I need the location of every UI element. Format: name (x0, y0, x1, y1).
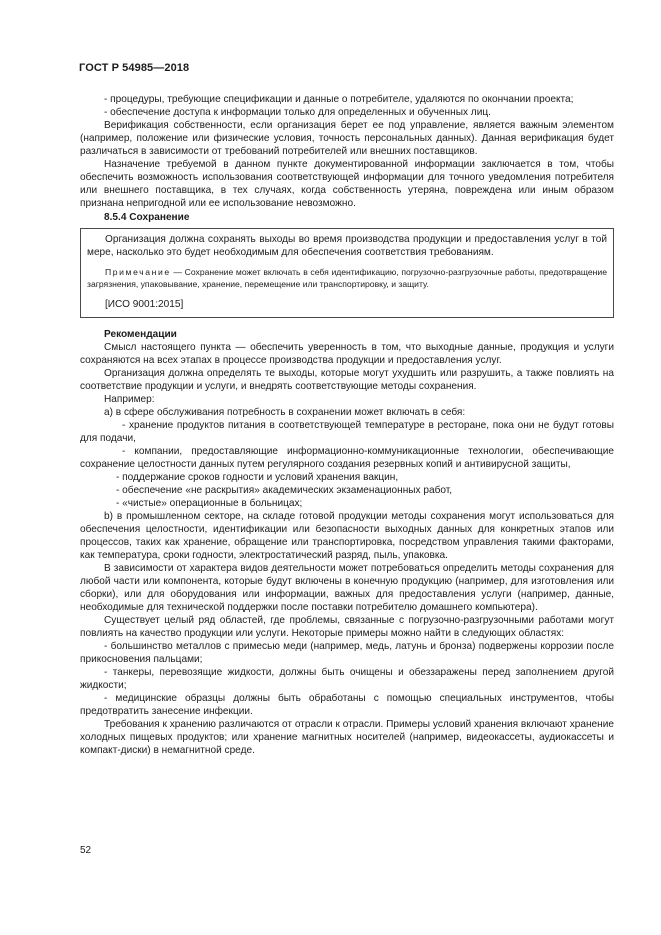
note-text: — Сохранение может включать в себя идентификацию, погрузочно-разгрузочные работы, предотвращение загрязнения, упаковывание, хранение, перемещение или транспортировку, и защиту. (87, 267, 607, 289)
list-a-item-1: - хранение продуктов питания в соответствующей температуре в ресторане, пока они не будут готовы для подачи, (80, 420, 614, 444)
requirement-box (80, 228, 614, 318)
section-heading: 8.5.4 Сохранение (104, 212, 190, 223)
intro-paragraph-purpose: Назначение требуемой в данном пункте документированной информации заключается в том, чтобы обеспечить возможность использования соответствующей информации для точного уведомления потребителя или внешнего поставщика, в тех случаях, когда собственность утеряна, повреждена или иным образом признана непригодной или ее использование невозможно. (80, 159, 614, 209)
list-a-sub-item-3: - «чистые» операционные в больницах; (116, 498, 303, 509)
document-header: ГОСТ Р 54985—2018 (79, 62, 190, 74)
list-a-sub-item-2: - обеспечение «не раскрытия» академических экзаменационных работ, (116, 485, 453, 496)
recommendations-paragraph-1: Смысл настоящего пункта — обеспечить уверенность в том, что выходные данные, продукция и услуги сохраняются на всех этапах в процессе производства продукции и предоставления услуг. (80, 342, 614, 366)
recommendations-paragraph-5: Существует целый ряд областей, где проблемы, связанные с погрузочно-разгрузочными работами могут повлиять на качество продукции или услуги. Некоторые примеры можно найти в следующих областях: (80, 615, 614, 639)
requirement-note (87, 266, 607, 290)
intro-item-1: - процедуры, требующие спецификации и данные о потребителе, удаляются по окончании проекта; (104, 94, 574, 105)
intro-item-2: - обеспечение доступа к информации только для определенных и обученных лиц. (104, 107, 491, 118)
list-a-item-2: - компании, предоставляющие информационно-коммуникационные технологии, обеспечивающие сохранение целостности данных путем регулярного создания резервных копий и антивирусной защиты, (80, 446, 614, 470)
recommendations-paragraph-4: В зависимости от характера видов деятельности может потребоваться определить методы сохранения для любой части или компонента, которые будут включены в конечную продукцию (например, для изготовления или сборки), или для оборудования или информации, важных для предоставления услуги (например, данные, необходимые для технической поддержки после поставки потребителю домашнего компьютера). (80, 563, 614, 613)
area-item-2: - танкеры, перевозящие жидкости, должны быть очищены и обеззаражены перед заполнением другой жидкости; (80, 667, 614, 691)
list-a-intro: а) в сфере обслуживания потребность в сохранении может включать в себя: (104, 407, 466, 418)
page-content (80, 93, 614, 757)
page-number: 52 (80, 845, 92, 856)
recommendations-paragraph-3: Например: (104, 394, 155, 405)
list-b-item: b) в промышленном секторе, на складе готовой продукции методы сохранения могут использоваться для обеспечения целостности, идентификации или безопасности выходных данных для конкретных этапов или процессов, таких как хранение, обращение или транспортировка, посредством управления такими факторами, как температура, сроки годности, электростатический разряд, пыль, упаковка. (80, 511, 614, 561)
intro-paragraph-verification: Верификация собственности, если организация берет ее под управление, является важным элементом (например, положение или физические условия, точность персональных данных). Данная верификация будет различаться в зависимости от требований потребителей или внешних поставщиков. (80, 120, 614, 157)
recommendations-paragraph-2: Организация должна определять те выходы, которые могут ухудшить или разрушить, а также повлиять на соответствие продукции и услуги, и внедрять соответствующие методы сохранения. (80, 368, 614, 392)
requirement-reference: [ИСО 9001:2015] (105, 299, 184, 310)
recommendations-paragraph-6: Требования к хранению различаются от отрасли к отрасли. Примеры условий хранения включают хранение холодных пищевых продуктов; или хранение магнитных носителей (например, видеокассеты, аудиокассеты и компакт-диски) в немагнитной среде. (80, 719, 614, 756)
note-label: Примечание (105, 267, 171, 277)
list-a-sub-item-1: - поддержание сроков годности и условий хранения вакцин, (116, 472, 399, 483)
requirement-text: Организация должна сохранять выходы во время производства продукции и предоставления услуг в той мере, насколько это будет необходимым для обеспечения соответствия требованиям. (87, 234, 607, 258)
area-item-1: - большинство металлов с примесью меди (например, медь, латунь и бронза) подвержены коррозии после прикосновения пальцами; (80, 641, 614, 665)
recommendations-heading: Рекомендации (104, 329, 177, 340)
area-item-3: - медицинские образцы должны быть обработаны с помощью специальных инструментов, чтобы предотвратить занесение инфекции. (80, 693, 614, 717)
